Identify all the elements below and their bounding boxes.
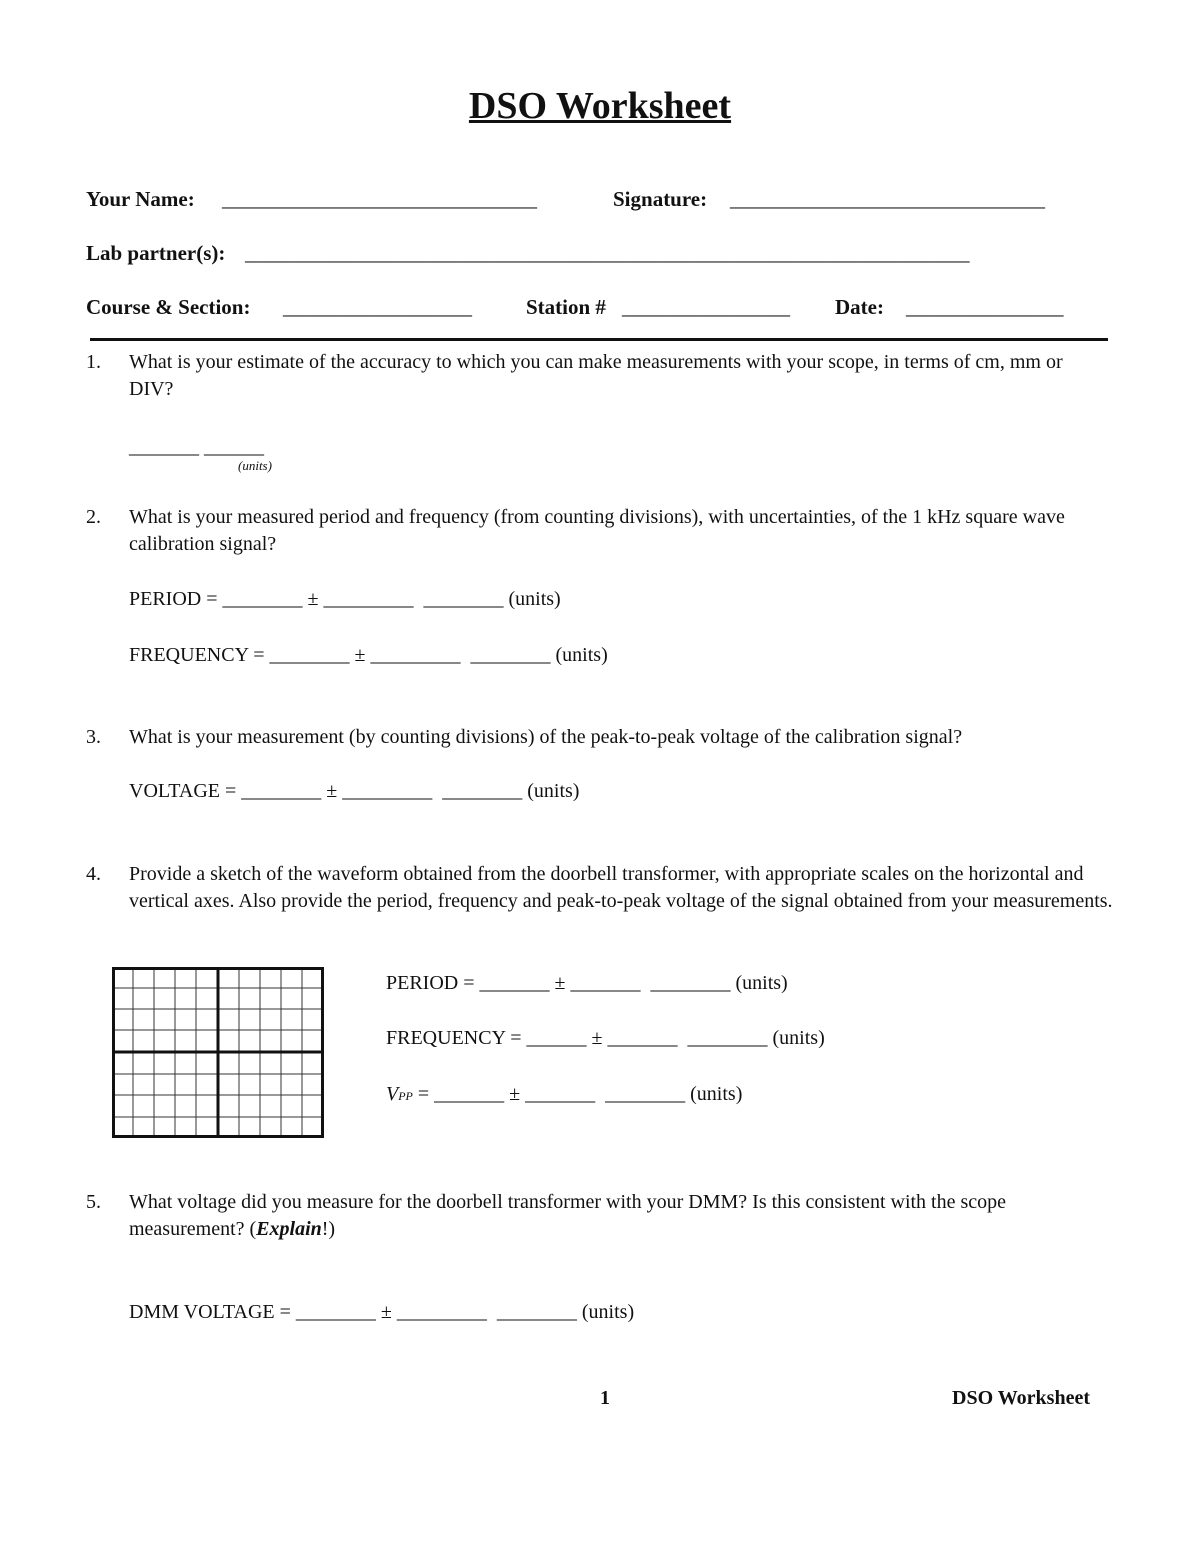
question-2-period-line[interactable]: PERIOD = ________ ± _________ ________ (units)	[129, 588, 561, 610]
station-field[interactable]: ________________	[622, 295, 790, 319]
question-3-text: What is your measurement (by counting divisions) of the peak-to-peak voltage of the calibration signal?	[129, 726, 963, 748]
question-3-number: 3.	[86, 726, 101, 748]
signature-field[interactable]: ______________________________	[730, 187, 1045, 211]
partners-label: Lab partner(s):	[86, 241, 226, 265]
station-label: Station #	[526, 295, 606, 319]
signature-label: Signature:	[613, 187, 708, 211]
question-1-units-caption: (units)	[238, 458, 272, 473]
question-2-number: 2.	[86, 506, 101, 528]
question-4-vpp-line[interactable]	[386, 1083, 742, 1106]
page-title: DSO Worksheet	[468, 85, 732, 127]
running-title: DSO Worksheet	[952, 1387, 1090, 1409]
question-4-number: 4.	[86, 863, 101, 885]
question-5-number: 5.	[86, 1191, 101, 1213]
course-field[interactable]: __________________	[283, 295, 472, 319]
course-label: Course & Section:	[86, 295, 251, 319]
question-5-dmm-line[interactable]: DMM VOLTAGE = ________ ± _________ ________ (units)	[129, 1301, 635, 1323]
question-3-voltage-line[interactable]: VOLTAGE = ________ ± _________ ________ (units)	[129, 780, 580, 802]
header-divider	[90, 338, 1108, 341]
question-5-text-end: !)	[321, 1218, 336, 1240]
question-2-frequency-line[interactable]: FREQUENCY = ________ ± _________ ________ (units)	[129, 644, 608, 666]
date-field[interactable]: _______________	[906, 295, 1064, 319]
name-field[interactable]: ______________________________	[222, 187, 537, 211]
question-1-number: 1.	[86, 351, 101, 373]
waveform-sketch-grid[interactable]	[112, 967, 324, 1138]
partners-field[interactable]: _____________________________________________________________________	[245, 241, 970, 265]
question-5-text-main: What voltage did you measure for the doorbell transformer with your DMM? Is this consistent with the scope measurement? (	[129, 1191, 1007, 1240]
question-4-frequency-line[interactable]: FREQUENCY = ______ ± _______ ________ (units)	[386, 1027, 825, 1049]
question-1-text: What is your estimate of the accuracy to which you can make measurements with your scope, in terms of cm, mm or DIV?	[129, 351, 1063, 400]
vpp-subscript: PP	[398, 1089, 413, 1103]
date-label: Date:	[835, 295, 884, 319]
question-4-text: Provide a sketch of the waveform obtained from the doorbell transformer, with appropriate scales on the horizontal and vertical axes. Also provide the period, frequency and peak-to-peak voltage of the signal obtained from your measurements.	[129, 863, 1113, 912]
question-1-answer-blank[interactable]: _______ ______	[129, 436, 264, 458]
question-2-text: What is your measured period and frequency (from counting divisions), with uncertainties, of the 1 kHz square wave calibration signal?	[129, 506, 1065, 555]
vpp-symbol: V	[386, 1083, 399, 1105]
question-5-explain-emphasis: Explain	[256, 1218, 322, 1240]
page-number: 1	[600, 1387, 610, 1409]
question-4-period-line[interactable]: PERIOD = _______ ± _______ ________ (units)	[386, 972, 788, 994]
question-5-text	[129, 1189, 1119, 1243]
name-label: Your Name:	[86, 187, 195, 211]
vpp-blanks: = _______ ± _______ ________ (units)	[412, 1083, 743, 1105]
